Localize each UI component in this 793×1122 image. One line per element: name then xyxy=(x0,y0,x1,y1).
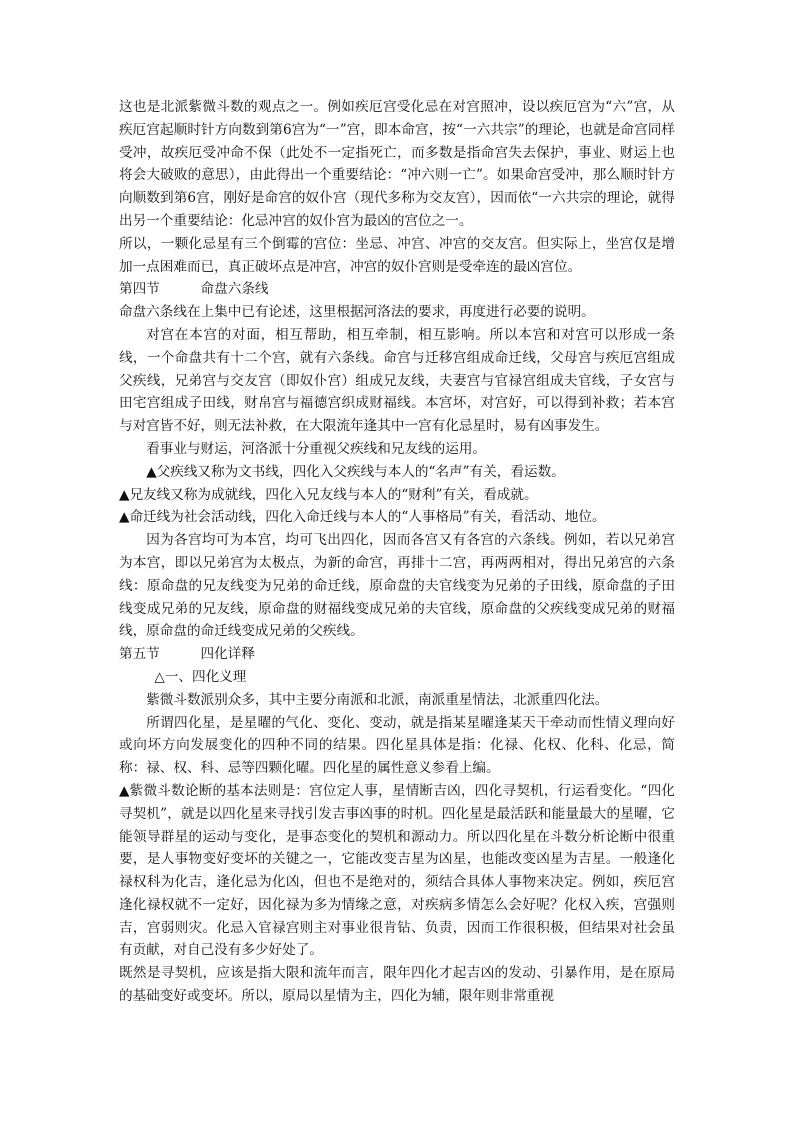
bullet-fuji-line: ▲父疾线又称为文书线，四化入父疾线与本人的“名声”有关，看运数。 xyxy=(146,463,565,480)
paragraph-1: 这也是北派紫微斗数的观点之一。例如疾厄宫受化忌在对宫照冲，设以疾厄宫为“六”宫，从疾厄宫起顺时针方向数到第6宫为“一”宫，即本命宫，按“一六共宗”的理论，也就是命宫同样受冲，故疾厄受冲命不保（此处不一定指死亡，而多数是指命宫失去保护，事业、财运上也将会大破败的意思），由此得出一个重要结论：“冲六则一亡”。如果命宫受冲，那么顺时针方向顺数到第6宫，刚好是命宫的奴仆宫（现代多称为交友宫），因而依“一六共宗的理论，就得出另一个重要结论：化忌冲宫的奴仆宫为最凶的宫位之一。 xyxy=(119,99,675,229)
section-heading-5: 第五节 四化详释 xyxy=(119,646,255,663)
paragraph-5: 看事业与财运，河洛派十分重视父疾线和兄友线的运用。 xyxy=(146,440,487,457)
paragraph-2: 所以，一颗化忌星有三个倒霉的宫位：坐忌、冲宫、冲宫的交友宫。但实际上，坐宫仅是增加一点困难而已，真正破坏点是冲宫，冲宫的奴仆宫则是受牵连的最凶宫位。 xyxy=(119,235,675,275)
subsection-heading: △一、四化义理 xyxy=(154,668,247,685)
paragraph-7: 紫微斗数派别众多，其中主要分南派和北派，南派重星情法，北派重四化法。 xyxy=(146,691,609,708)
paragraph-6: 因为各宫均可为本宫，均可飞出四化，因而各宫又有各宫的六条线。例如，若以兄弟宫为本宫，即以兄弟宫为太极点，为新的命宫，再排十二宫，再两两相对，得出兄弟宫的六条线：原命盘的兄友线变为兄弟的命迁线，原命盘的夫官线变为兄弟的子田线，原命盘的子田线变成兄弟的兄友线，原命盘的财福线变成兄弟的夫官线，原命盘的父疾线变成兄弟的财福线，原命盘的命迁线变成兄弟的父疾线。 xyxy=(119,532,675,640)
document-page xyxy=(119,96,675,1008)
paragraph-10: 既然是寻契机，应该是指大限和流年而言，限年四化才起吉凶的发动、引暴作用，是在原局的基础变好或变坏。所以，原局以星情为主，四化为辅，限年则非常重视 xyxy=(119,965,675,1005)
paragraph-3: 命盘六条线在上集中已有论述，这里根据河洛法的要求，再度进行必要的说明。 xyxy=(119,304,595,321)
section-heading-4: 第四节 命盘六条线 xyxy=(119,281,269,298)
paragraph-8: 所谓四化星，是星曜的气化、变化、变动，就是指某星曜逢某天干牵动而性情义理向好或向坏方向发展变化的四种不同的结果。四化星具体是指：化禄、化权、化科、化忌，简称：禄、权、科、忌等四颗化曜。四化星的属性意义参看上编。 xyxy=(119,714,675,777)
bullet-xiongyou-line: ▲兄友线又称为成就线，四化入兄友线与本人的“财利”有关，看成就。 xyxy=(119,486,538,503)
bullet-mingqian-line: ▲命迁线为社会活动线，四化入命迁线与本人的“人事格局”有关，看活动、地位。 xyxy=(119,509,606,526)
paragraph-9: ▲紫微斗数论断的基本法则是：宫位定人事，星情断吉凶，四化寻契机，行运看变化。“四化寻契机”，就是以四化星来寻找引发吉事凶事的时机。四化星是最活跃和能量最大的星曜，它能领导群星的运动与变化，是事态变化的契机和源动力。所以四化星在斗数分析论断中很重要，是人事物变好变坏的关键之一，它能改变吉星为凶星，也能改变凶星为吉星。一般逢化禄权科为化吉，逢化忌为化凶，但也不是绝对的，须结合具体人事物来决定。例如，疾厄宫逢化禄权就不一定好，因化禄为多为情缘之意，对疾病多情怎么会好呢？化权入疾，宫强则吉，宫弱则灾。化忌入官禄宫则主对事业很肯钻、负责，因而工作很积极，但结果对社会虽有贡献，对自己没有多少好处了。 xyxy=(119,782,675,959)
paragraph-4: 对宫在本宫的对面，相互帮助，相互牵制，相互影响。所以本宫和对宫可以形成一条线，一个命盘共有十二个宫，就有六条线。命宫与迁移宫组成命迁线，父母宫与疾厄宫组成父疾线，兄弟宫与交友宫（即奴仆宫）组成兄友线，夫妻宫与官禄宫组成夫官线，子女宫与田宅宫组成子田线，财帛宫与福德宫织成财福线。本宫坏，对宫好，可以得到补救；若本宫与对宫皆不好，则无法补救，在大限流年逢其中一宫有化忌星时，易有凶事发生。 xyxy=(119,326,675,435)
